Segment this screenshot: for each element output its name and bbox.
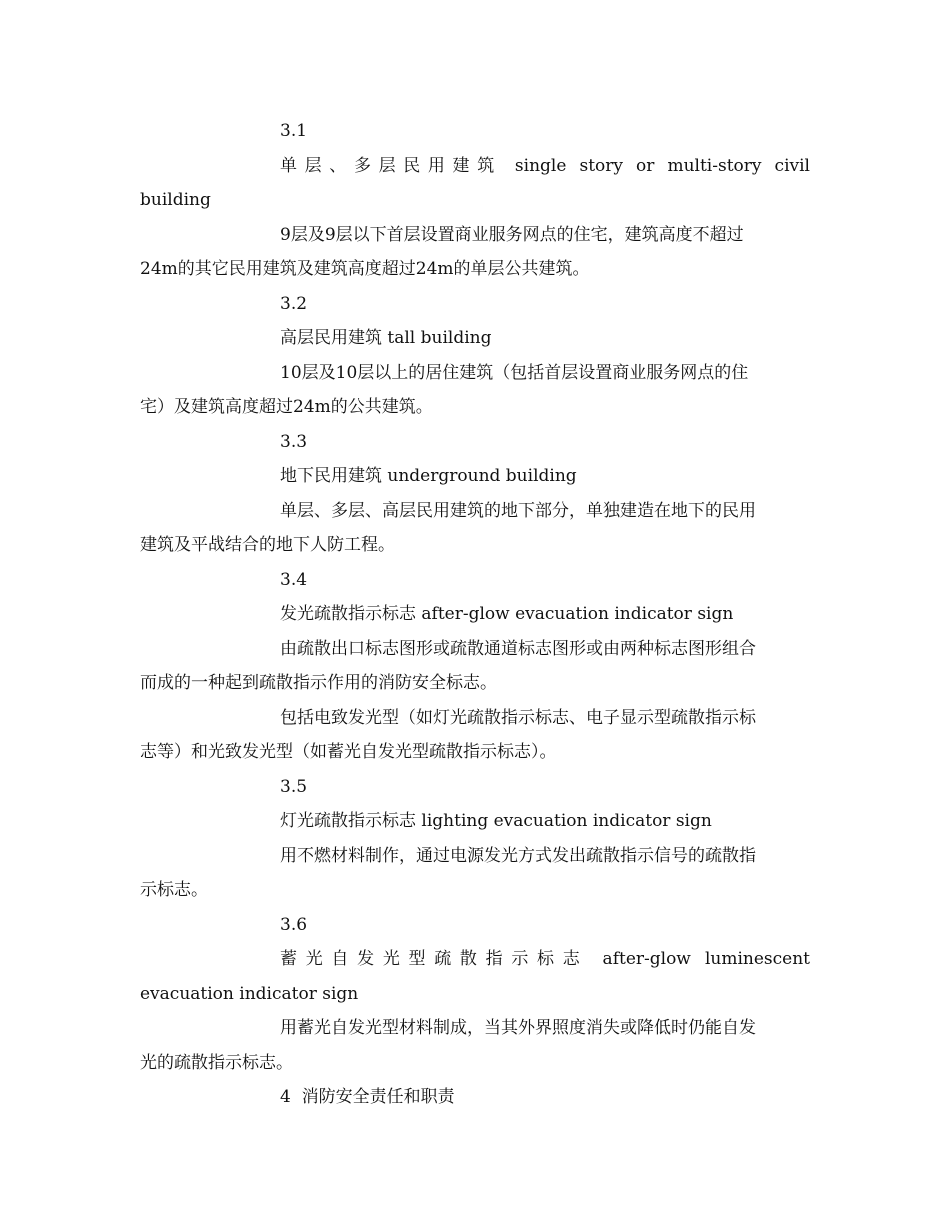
term-definition-continued: 24m的其它民用建筑及建筑高度超过24m的单层公共建筑。	[140, 259, 590, 279]
term-definition: 9层及9层以下首层设置商业服务网点的住宅，建筑高度不超过	[280, 224, 744, 245]
term-title: 发光疏散指示标志 after-glow evacuation indicator sign	[280, 604, 734, 624]
term-definition: 用不燃材料制作，通过电源发光方式发出疏散指示信号的疏散指	[280, 845, 756, 866]
term-definition-continued: 示标志。	[140, 880, 208, 900]
term-definition-continued: 而成的一种起到疏散指示作用的消防安全标志。	[140, 673, 497, 693]
term-title: 单层、多层民用建筑 single story or multi-story civil	[280, 155, 810, 176]
term-definition-continued: 建筑及平战结合的地下人防工程。	[140, 535, 395, 555]
term-definition: 单层、多层、高层民用建筑的地下部分，单独建造在地下的民用	[280, 500, 756, 521]
chapter-heading: 4 消防安全责任和职责	[280, 1087, 455, 1107]
term-definition: 由疏散出口标志图形或疏散通道标志图形或由两种标志图形组合	[280, 638, 756, 659]
term-definition: 用蓄光自发光型材料制成，当其外界照度消失或降低时仍能自发	[280, 1018, 756, 1038]
term-title-continued: building	[140, 190, 211, 210]
term-title: 地下民用建筑 underground building	[280, 466, 577, 486]
term-definition-note-continued: 志等）和光致发光型（如蓄光自发光型疏散指示标志）。	[140, 742, 557, 762]
section-number: 3.3	[280, 431, 308, 452]
term-title: 高层民用建筑 tall building	[280, 328, 492, 348]
section-number: 3.6	[280, 914, 308, 935]
document-page	[140, 114, 810, 1115]
term-definition-continued: 光的疏散指示标志。	[140, 1052, 293, 1073]
term-definition-continued: 宅）及建筑高度超过24m的公共建筑。	[140, 397, 433, 417]
term-title-continued: evacuation indicator sign	[140, 983, 359, 1004]
term-definition: 10层及10层以上的居住建筑（包括首层设置商业服务网点的住	[280, 362, 749, 383]
section-number: 3.2	[280, 293, 308, 314]
term-title: 灯光疏散指示标志 lighting evacuation indicator sign	[280, 811, 712, 831]
section-number: 3.4	[280, 569, 308, 590]
section-number: 3.5	[280, 776, 308, 797]
term-title: 蓄光自发光型疏散指示标志 after-glow luminescent	[280, 949, 810, 969]
term-definition-note: 包括电致发光型（如灯光疏散指示标志、电子显示型疏散指示标	[280, 707, 756, 728]
section-number: 3.1	[280, 121, 308, 141]
